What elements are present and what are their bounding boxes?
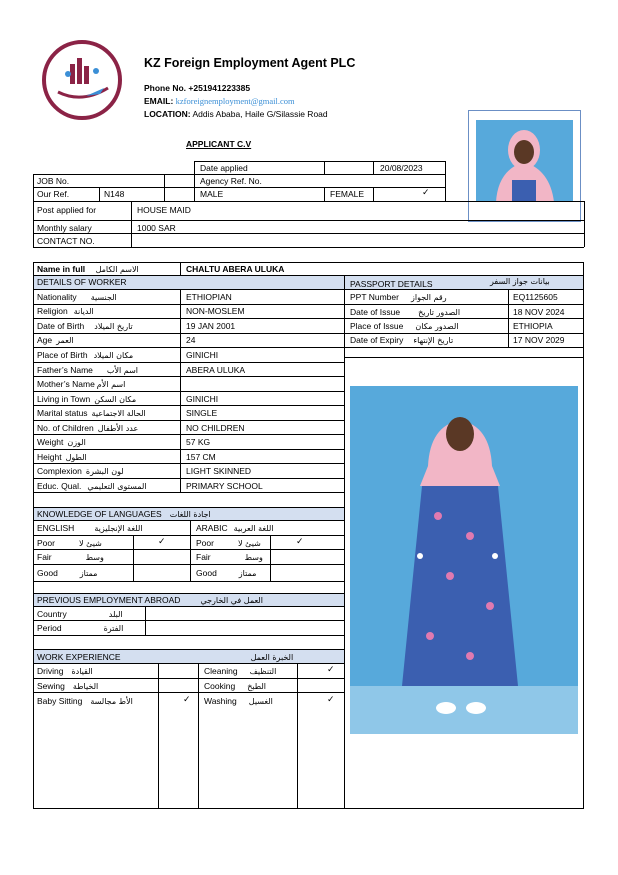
detail-value-children: NO CHILDREN xyxy=(186,423,245,433)
detail-label-mother: Mother’s Name اسم الأم xyxy=(37,379,126,389)
exp-cooking-label: Cooking الطبخ xyxy=(204,681,266,691)
applicant-portrait-photo xyxy=(476,120,573,202)
detail-value-height: 157 CM xyxy=(186,452,216,462)
detail-label-age: Age العمر xyxy=(37,335,74,345)
period-label: Period الفترة xyxy=(37,623,124,633)
detail-label-nationality: Nationality الجنسية xyxy=(37,292,117,302)
agency-ref-label: Agency Ref. No. xyxy=(200,176,262,186)
exp-sewing-label: Sewing الخياطة xyxy=(37,681,99,691)
female-check: ✓ xyxy=(422,188,430,198)
detail-label-dob: Date of Birth تاريخ الميلاد xyxy=(37,321,133,331)
detail-value-age: 24 xyxy=(186,335,196,345)
passport-value-issue-date: 18 NOV 2024 xyxy=(513,307,565,317)
english-poor-label: Poor شيئ لا xyxy=(37,538,102,548)
arabic-label: ARABIC اللغة العربية xyxy=(196,523,274,533)
details-header: DETAILS OF WORKER xyxy=(37,277,127,287)
detail-label-height: Height الطول xyxy=(37,452,87,462)
country-label: Country البلد xyxy=(37,609,123,619)
arabic-poor-label: Poor شيئ لا xyxy=(196,538,261,548)
logo-icon xyxy=(40,38,124,122)
post-label: Post applied for xyxy=(37,205,97,215)
passport-label-issue-date: Date of Issue الصدور تاريخ xyxy=(350,307,461,317)
passport-header: PASSPORT DETAILS xyxy=(350,279,433,289)
exp-washing-check: ✓ xyxy=(327,695,335,705)
detail-label-children: No. of Children عدد الأطفال xyxy=(37,423,139,433)
exp-cleaning-check: ✓ xyxy=(327,665,335,675)
english-poor-check: ✓ xyxy=(158,537,166,547)
detail-value-father: ABERA ULUKA xyxy=(186,365,246,375)
detail-value-religion: NON-MOSLEM xyxy=(186,306,245,316)
job-no-label: JOB No. xyxy=(37,176,70,186)
exp-cleaning-label: Cleaning التنظيف xyxy=(204,666,277,676)
detail-label-religion: Religion الديانة xyxy=(37,306,94,316)
detail-label-weight: Weight الوزن xyxy=(37,437,86,447)
languages-header: KNOWLEDGE OF LANGUAGES اجادة اللغات xyxy=(37,509,211,519)
location-value: Addis Ababa, Haile G/Silassie Road xyxy=(192,109,328,119)
exp-baby-sitting-label: Baby Sitting الأط مجالسة xyxy=(37,696,133,706)
detail-value-dob: 19 JAN 2001 xyxy=(186,321,236,331)
company-location xyxy=(144,108,328,120)
male-label: MALE xyxy=(200,189,224,199)
exp-baby-sitting-check: ✓ xyxy=(183,695,191,705)
detail-value-weight: 57 KG xyxy=(186,437,211,447)
our-ref-value: N148 xyxy=(104,189,125,199)
applicant-full-photo xyxy=(350,386,578,734)
contact-label: CONTACT NO. xyxy=(37,236,95,246)
phone-label: Phone No. xyxy=(144,83,187,93)
arabic-fair-label: Fair وسط xyxy=(196,552,263,562)
english-fair-label: Fair وسط xyxy=(37,552,104,562)
our-ref-label: Our Ref. xyxy=(37,189,70,199)
page-title: APPLICANT C.V xyxy=(186,139,252,149)
arabic-good-label: Good ممتاز xyxy=(196,568,257,578)
company-phone xyxy=(144,82,250,94)
salary-label: Monthly salary xyxy=(37,223,92,233)
passport-value-issue-place: ETHIOPIA xyxy=(513,321,553,331)
location-label: LOCATION: xyxy=(144,109,191,119)
passport-label-issue-place: Place of Issue الصدور مكان xyxy=(350,321,459,331)
date-applied-label: Date applied xyxy=(200,163,248,173)
passport-label-number: PPT Number رقم الجواز xyxy=(350,292,447,302)
passport-value-number: EQ1125605 xyxy=(513,292,558,302)
post-value: HOUSE MAID xyxy=(137,205,191,215)
detail-value-nationality: ETHIOPIAN xyxy=(186,292,232,302)
exp-driving-label: Driving القيادة xyxy=(37,666,93,676)
detail-label-complexion: Complexion لون البشرة xyxy=(37,466,124,476)
exp-washing-label: Washing الغسيل xyxy=(204,696,273,706)
detail-label-marital: Marital status الحالة الاجتماعية xyxy=(37,408,146,418)
email-label: EMAIL: xyxy=(144,96,174,106)
female-label: FEMALE xyxy=(330,189,365,199)
detail-label-living-in-town: Living in Town مكان السكن xyxy=(37,394,137,404)
detail-value-complexion: LIGHT SKINNED xyxy=(186,466,252,476)
passport-label-expiry: Date of Expiry تاريخ الإنتهاء xyxy=(350,335,454,345)
experience-header: WORK EXPERIENCE الخبرة العمل xyxy=(37,652,294,662)
company-email xyxy=(144,95,295,107)
detail-label-place-of-birth: Place of Birth مكان الميلاد xyxy=(37,350,134,360)
arabic-poor-check: ✓ xyxy=(296,537,304,547)
previous-header: PREVIOUS EMPLOYMENT ABROAD العمل في الخارجي xyxy=(37,595,263,605)
name-label: Name in full الاسم الكامل xyxy=(37,264,139,274)
english-label: ENGLISH اللغة الإنجليزية xyxy=(37,523,143,533)
name-value: CHALTU ABERA ULUKA xyxy=(186,264,285,274)
company-name: KZ Foreign Employment Agent PLC xyxy=(144,56,356,70)
detail-label-education: Educ. Qual. المستوى التعليمي xyxy=(37,481,147,491)
detail-value-living-in-town: GINICHI xyxy=(186,394,219,404)
passport-value-expiry: 17 NOV 2029 xyxy=(513,335,565,345)
detail-label-father: Father’s Name اسم الأب xyxy=(37,365,139,375)
detail-value-education: PRIMARY SCHOOL xyxy=(186,481,263,491)
english-good-label: Good ممتاز xyxy=(37,568,98,578)
detail-value-marital: SINGLE xyxy=(186,408,218,418)
salary-value: 1000 SAR xyxy=(137,223,176,233)
detail-value-place-of-birth: GINICHI xyxy=(186,350,219,360)
phone-value: +251941223385 xyxy=(188,83,251,93)
passport-header-ar: بيانات جواز السفر xyxy=(490,277,550,286)
email-value[interactable]: kzforeignemployment@gmail.com xyxy=(175,96,295,106)
date-applied-value: 20/08/2023 xyxy=(380,163,423,173)
